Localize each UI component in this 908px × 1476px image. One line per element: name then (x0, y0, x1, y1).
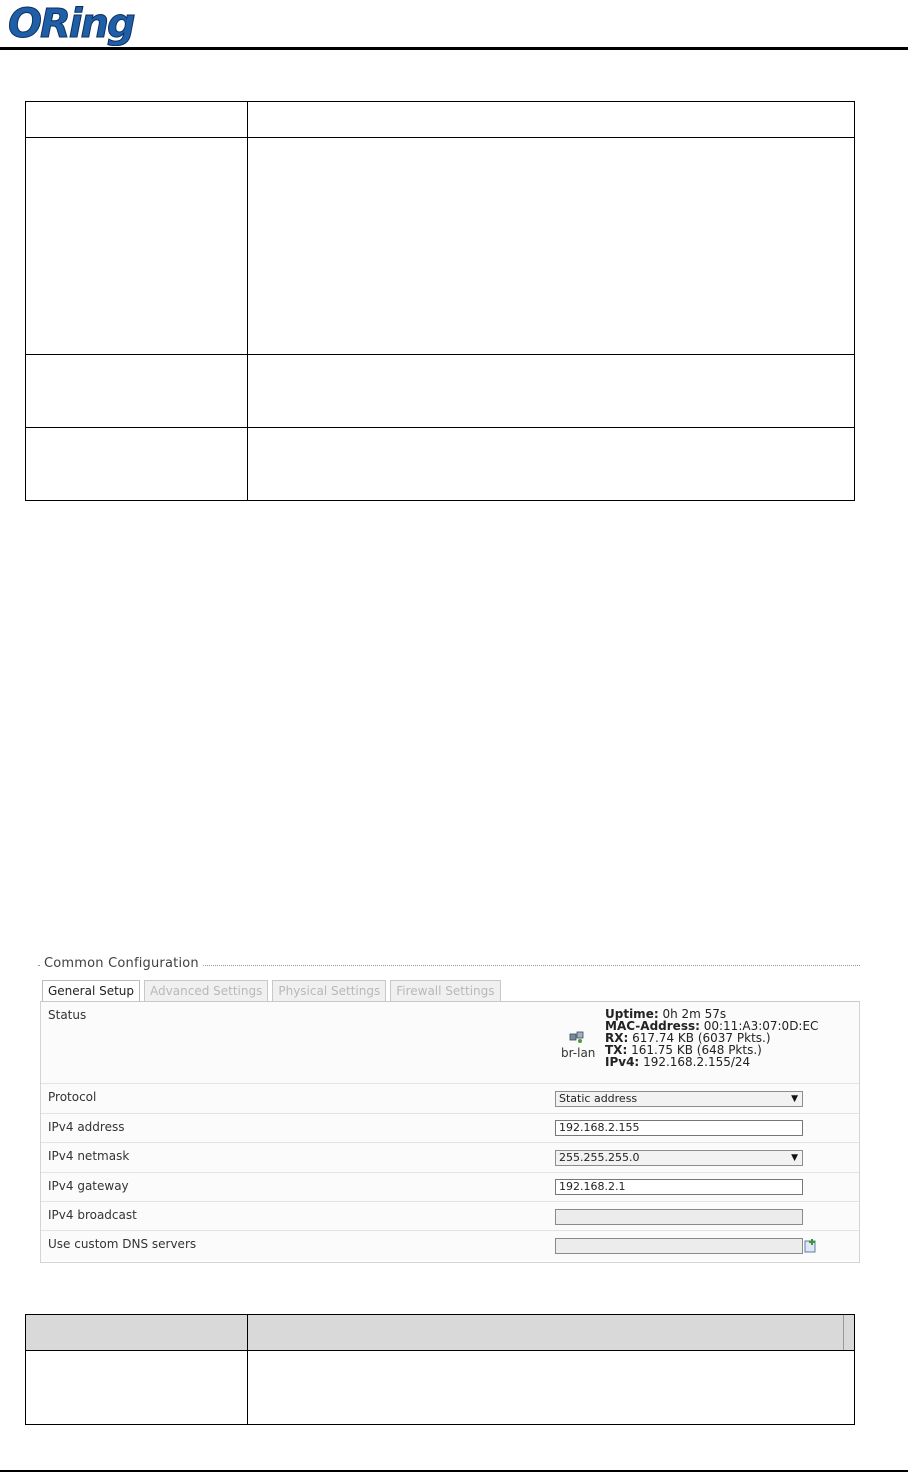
protocol-label: Protocol (48, 1090, 97, 1104)
footer-rule (0, 1470, 908, 1472)
ipv4-broadcast-input[interactable] (555, 1209, 803, 1225)
ipv4-gateway-input[interactable]: 192.168.2.1 (555, 1179, 803, 1195)
dns-servers-row (41, 1231, 859, 1261)
ipv4-gateway-label: IPv4 gateway (48, 1179, 129, 1193)
ipv4-key: IPv4: (605, 1055, 640, 1069)
svg-text:ORing: ORing (8, 1, 134, 46)
ipv4-address-input[interactable]: 192.168.2.155 (555, 1120, 803, 1136)
status-row (41, 1002, 859, 1084)
uptime-value: 0h 2m 57s (662, 1007, 727, 1021)
protocol-select[interactable] (555, 1091, 803, 1107)
network-interface-icon (568, 1030, 586, 1044)
tab-firewall-settings[interactable]: Firewall Settings (390, 980, 500, 1001)
protocol-row (41, 1084, 859, 1114)
table-row (26, 1351, 855, 1425)
table-row (26, 102, 855, 138)
ipv4-netmask-value: 255.255.255.0 (559, 1151, 640, 1164)
ipv4-broadcast-row (41, 1202, 859, 1231)
ipv4-netmask-select[interactable] (555, 1150, 803, 1166)
tab-general-setup[interactable]: General Setup (42, 980, 140, 1002)
status-label: Status (48, 1008, 87, 1022)
table-row (26, 138, 855, 355)
mac-key: MAC-Address: (605, 1019, 700, 1033)
dns-servers-input[interactable] (555, 1238, 803, 1254)
tx-value: 161.75 KB (648 Pkts.) (631, 1043, 762, 1057)
tab-advanced-settings[interactable]: Advanced Settings (144, 980, 268, 1001)
protocol-value: Static address (559, 1092, 638, 1105)
add-entry-icon[interactable] (803, 1239, 817, 1253)
table-header-row (26, 1315, 855, 1351)
ipv4-value: 192.168.2.155/24 (643, 1055, 751, 1069)
table-header-cell (248, 1315, 855, 1351)
header-rule (0, 47, 908, 50)
table-cell (248, 102, 855, 138)
table-cell (26, 102, 248, 138)
table-row (26, 428, 855, 501)
tab-bar (42, 980, 501, 1002)
ipv4-address-row (41, 1114, 859, 1143)
table-cell (248, 138, 855, 355)
parameter-table-bottom (25, 1314, 855, 1425)
table-cell (248, 355, 855, 428)
interface-name: br-lan (561, 1046, 596, 1060)
dropdown-arrow-icon: ▼ (791, 1153, 798, 1163)
parameter-table-top (25, 101, 855, 501)
dns-servers-label: Use custom DNS servers (48, 1237, 197, 1251)
common-configuration-panel (38, 955, 860, 1261)
table-header-cell (26, 1315, 248, 1351)
rx-key: RX: (605, 1031, 629, 1045)
ipv4-broadcast-label: IPv4 broadcast (48, 1208, 137, 1222)
status-details (605, 1008, 818, 1068)
ipv4-address-label: IPv4 address (48, 1120, 125, 1134)
ipv4-netmask-label: IPv4 netmask (48, 1149, 130, 1163)
table-cell (248, 428, 855, 501)
table-row (26, 355, 855, 428)
panel-legend: Common Configuration (41, 956, 202, 971)
ipv4-netmask-row (41, 1143, 859, 1173)
table-cell (26, 428, 248, 501)
mac-value: 00:11:A3:07:0D:EC (703, 1019, 819, 1033)
table-cell (26, 355, 248, 428)
dropdown-arrow-icon: ▼ (791, 1094, 798, 1104)
uptime-key: Uptime: (605, 1007, 659, 1021)
table-cell (26, 138, 248, 355)
tab-physical-settings[interactable]: Physical Settings (272, 980, 386, 1001)
table-cell (248, 1351, 855, 1425)
ipv4-gateway-row (41, 1173, 859, 1202)
tx-key: TX: (605, 1043, 628, 1057)
table-cell (26, 1351, 248, 1425)
tab-content (40, 1001, 860, 1263)
oring-logo (6, 0, 156, 46)
rx-value: 617.74 KB (6037 Pkts.) (632, 1031, 771, 1045)
